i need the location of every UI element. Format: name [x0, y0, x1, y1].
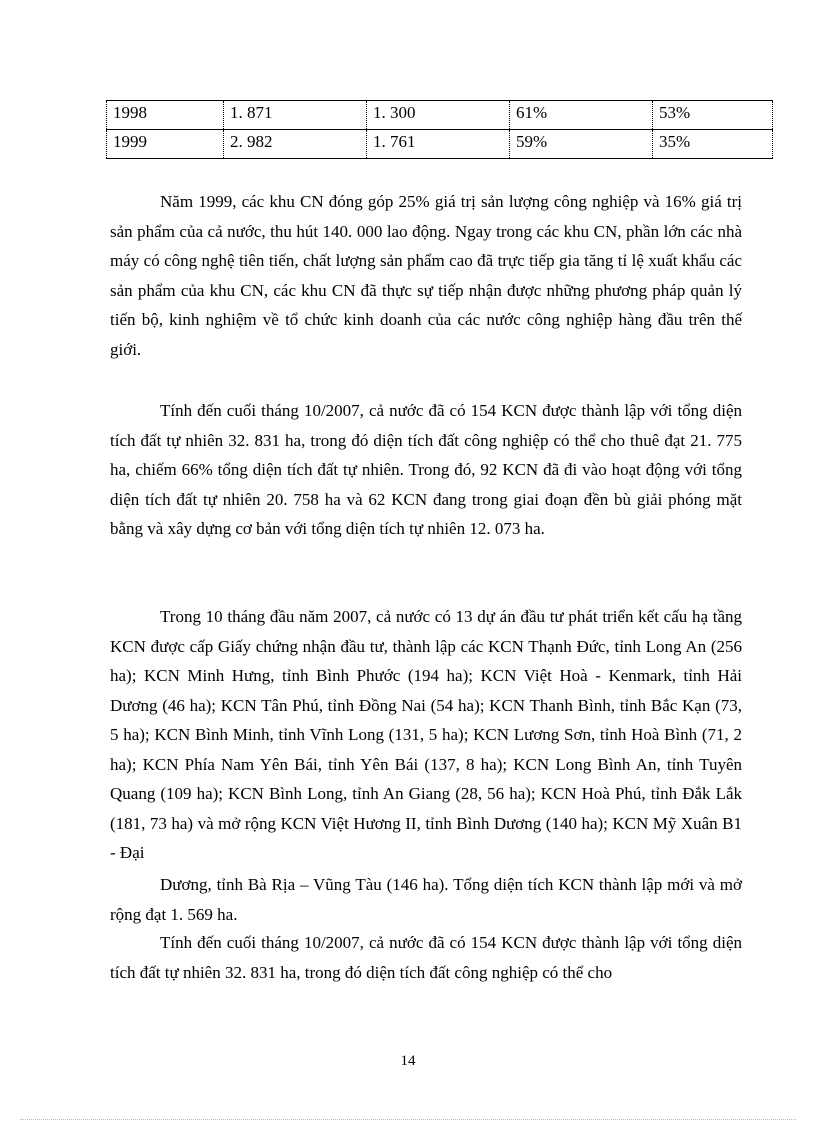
paragraph-new-projects-continued — [110, 870, 742, 929]
table-row — [107, 101, 773, 130]
table-cell: 59% — [510, 130, 653, 159]
paragraph-new-projects-2007 — [110, 602, 742, 868]
page-bottom-divider — [20, 1119, 796, 1120]
table-cell: 2. 982 — [224, 130, 367, 159]
paragraph-text: Tính đến cuối tháng 10/2007, cả nước đã có 154 KCN được thành lập với tổng diện tích đất tự nhiên 32. 831 ha, trong đó diện tích đất công nghiệp có thể cho — [110, 933, 742, 982]
page-number: 14 — [400, 1053, 416, 1069]
table-cell: 1. 761 — [367, 130, 510, 159]
paragraph-text: Năm 1999, các khu CN đóng góp 25% giá trị sản lượng công nghiệp và 16% giá trị sản phẩm của cả nước, thu hút 140. 000 lao động. Ngay trong các khu CN, phần lớn các nhà máy có công nghệ tiên tiến, chất lượng sản phẩm cao đã trực tiếp gia tăng tỉ lệ xuất khẩu các sản phẩm của khu CN, các khu CN đã thực sự tiếp nhận được những phương pháp quản lý tiến bộ, kinh nghiệm về tổ chức kinh doanh của các nước công nghiệp hàng đầu trên thế giới. — [110, 192, 742, 359]
table-row — [107, 130, 773, 159]
table-cell: 1. 871 — [224, 101, 367, 130]
table-cell: 1999 — [107, 130, 224, 159]
table-cell: 53% — [653, 101, 773, 130]
paragraph-text: Dương, tỉnh Bà Rịa – Vũng Tàu (146 ha). Tổng diện tích KCN thành lập mới và mở rộng đạt 1. 569 ha. — [110, 875, 742, 924]
table-cell: 35% — [653, 130, 773, 159]
paragraph-kcn-status-2007 — [110, 396, 742, 544]
paragraph-text: Tính đến cuối tháng 10/2007, cả nước đã có 154 KCN được thành lập với tổng diện tích đất tự nhiên 32. 831 ha, trong đó diện tích đất công nghiệp có thể cho thuê đạt 21. 775 ha, chiếm 66% tổng diện tích đất tự nhiên. Trong đó, 92 KCN đã đi vào hoạt động với tổng diện tích đất tự nhiên 20. 758 ha và 62 KCN đang trong giai đoạn đền bù giải phóng mặt bằng và xây dựng cơ bản với tổng diện tích tự nhiên 12. 073 ha. — [110, 401, 742, 538]
table-cell: 61% — [510, 101, 653, 130]
paragraph-industrial-zones-1999 — [110, 187, 742, 364]
paragraph-kcn-status-repeat — [110, 928, 742, 987]
statistics-table — [106, 100, 773, 159]
table-cell: 1. 300 — [367, 101, 510, 130]
paragraph-text: Trong 10 tháng đầu năm 2007, cả nước có 13 dự án đầu tư phát triển kết cấu hạ tầng KCN được cấp Giấy chứng nhận đầu tư, thành lập các KCN Thạnh Đức, tỉnh Long An (256 ha); KCN Minh Hưng, tỉnh Bình Phước (194 ha); KCN Việt Hoà - Kenmark, tỉnh Hải Dương (46 ha); KCN Tân Phú, tỉnh Đồng Nai (54 ha); KCN Thanh Bình, tỉnh Bắc Kạn (73, 5 ha); KCN Bình Minh, tỉnh Vĩnh Long (131, 5 ha); KCN Lương Sơn, tỉnh Hoà Bình (71, 2 ha); KCN Phía Nam Yên Bái, tỉnh Yên Bái (137, 8 ha); KCN Long Bình An, tỉnh Tuyên Quang (109 ha); KCN Bình Long, tỉnh An Giang (28, 56 ha); KCN Hoà Phú, tỉnh Đắk Lắk (181, 73 ha) và mở rộng KCN Việt Hương II, tỉnh Bình Dương (140 ha); KCN Mỹ Xuân B1 - Đại — [110, 607, 742, 862]
table-cell: 1998 — [107, 101, 224, 130]
